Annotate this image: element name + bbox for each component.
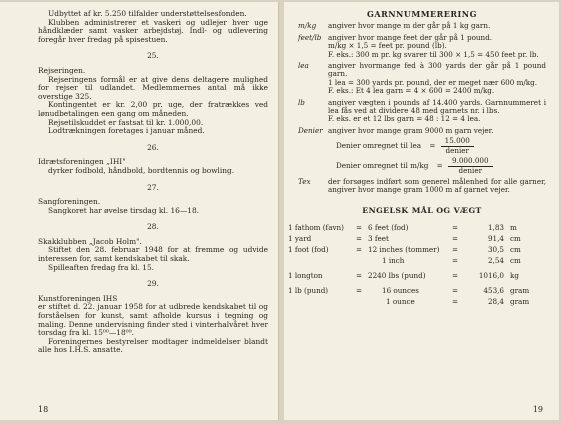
section-heading: Skakklubben „Jacob Holm". xyxy=(38,236,142,246)
fraction-numerator: 15.000 xyxy=(441,137,474,146)
section-heading: Kunstforeningen IHS xyxy=(38,293,118,303)
section-heading: Sangforeningen. xyxy=(38,197,101,207)
measure-row xyxy=(288,223,546,234)
measure-metric: 453,6 xyxy=(483,286,504,296)
definition-term: lb xyxy=(298,97,305,107)
page-number: 19 xyxy=(532,405,543,414)
definition-line: angiver hvor mange feet der går på 1 pound. xyxy=(328,32,493,42)
measure-value: 16 ounces xyxy=(382,286,419,296)
measure-row xyxy=(288,245,546,256)
definition-line: angiver hvormange fed à 300 yards der går på 1 pound garn. xyxy=(328,61,546,79)
measure-row xyxy=(288,297,546,308)
fraction xyxy=(448,157,493,175)
definition-row xyxy=(298,62,546,96)
intro-paragraph: Udbyttet af kr. 5.250 tilfalder understøttelsesfonden. xyxy=(48,9,247,18)
measure-equals: = xyxy=(451,223,459,233)
measure-unit: 1 foot (fod) xyxy=(288,245,329,255)
measure-equals: = xyxy=(451,256,459,266)
measure-equals: = xyxy=(451,245,459,255)
definition-term: feet/lb xyxy=(298,32,322,42)
left-page xyxy=(0,2,279,420)
formula-row xyxy=(336,137,546,155)
definition-term: Tex xyxy=(298,176,311,186)
measure-unit: 1 lb (pund) xyxy=(288,286,329,296)
section-number: 26. xyxy=(147,142,159,152)
measure-metric: 91,4 xyxy=(487,234,504,244)
section-paragraph: Kontingentet er kr. 2,00 pr. uge, der fratrækkes ved lønudbetalingen een gang om måneden. xyxy=(38,100,268,118)
definition-line: F. eks. er et 12 lbs garn = 48 : 12 = 4 lea. xyxy=(328,114,481,124)
formula-label: Denier omregnet til m/kg xyxy=(336,161,429,170)
right-page xyxy=(284,2,559,420)
section-paragraph: Rejsetilskuddet er fastsat til kr. 1.000,00. xyxy=(48,117,204,127)
measure-metric-unit: kg xyxy=(510,271,519,281)
measure-metric-unit: cm xyxy=(510,234,521,244)
measure-equals: = xyxy=(451,271,459,281)
intro-paragraph: Klubben administrerer et vaskeri og udlejer hver uge håndklæder samt vasker arbejdstøj. Indl- og udlevering foregår hver fredag på spisestuen. xyxy=(38,17,268,44)
definition-term: Denier xyxy=(298,125,323,135)
section-heading: Rejseringen. xyxy=(38,65,86,75)
measure-value: 1 inch xyxy=(382,256,405,266)
formula-equals: = xyxy=(429,141,436,151)
section-paragraph: Stiftet den 28. februar 1948 for at fremme og udvide interessen for, samt kendskabet til skak. xyxy=(38,245,268,264)
measure-metric: 2,54 xyxy=(487,256,504,266)
measure-metric-unit: gram xyxy=(510,286,530,296)
section-paragraph: dyrker fodbold, håndbold, bordtennis og bowling. xyxy=(48,165,235,175)
page-title: GARNNUMMERERING xyxy=(367,9,477,19)
section-paragraph: Spilleaften fredag fra kl. 15. xyxy=(48,262,155,272)
measure-unit: 1 fathom (favn) xyxy=(288,223,344,233)
fraction-denominator: denier xyxy=(445,145,469,155)
fraction xyxy=(441,137,474,155)
measure-equals: = xyxy=(355,245,363,255)
measure-equals: = xyxy=(355,223,363,233)
measure-metric-unit: gram xyxy=(510,297,530,307)
definition-term: m/kg xyxy=(298,21,317,31)
measure-value: 1 ounce xyxy=(386,297,415,307)
section-paragraph: er stiftet d. 22. januar 1958 for at udbrede kendskabet til og forståelsen for kunst, samt afholde kursus i tegning og maling. Denne undervisning finder sted i vinterhalvåret hver torsdag fra kl. 15⁰⁰—18⁰⁰. xyxy=(38,302,268,338)
measures-title: ENGELSK MÅL OG VÆGT xyxy=(362,205,482,215)
definition-line: der forsøges indført som generel målenhed for alle garner, angiver hvor mange gram 1000 m af garnet vejer. xyxy=(328,176,546,195)
definition-row xyxy=(298,99,546,124)
definition-row xyxy=(298,178,546,195)
section-paragraph: Foreningernes bestyrelser modtager indmeldelser blandt alle hos I.H.S. ansatte. xyxy=(38,336,268,355)
section-number: 27. xyxy=(147,182,159,192)
section-paragraph: Lodtrækningen foretages i januar måned. xyxy=(48,126,205,136)
formula-row xyxy=(336,157,546,175)
measure-row xyxy=(288,256,546,267)
definition-row xyxy=(298,34,546,59)
formula-label: Denier omregnet til lea xyxy=(336,141,422,151)
left-page-content xyxy=(38,10,268,355)
measure-metric: 1016,0 xyxy=(478,271,504,281)
measure-equals: = xyxy=(451,234,459,244)
measure-row xyxy=(288,286,546,297)
measure-metric-unit: m xyxy=(510,223,517,233)
measures-table xyxy=(288,223,546,308)
definition-line: angiver vægten i pounds af 14.400 yards. Garnnummeret i lea fås ved at dividere 48 med garnets nr. i lbs. xyxy=(328,97,546,116)
definition-term: lea xyxy=(298,61,309,71)
measure-metric: 28,4 xyxy=(487,297,504,307)
measure-value: 12 inches (tommer) xyxy=(368,245,440,255)
measure-unit: 1 yard xyxy=(288,234,312,244)
definition-row xyxy=(298,22,546,30)
measure-metric-unit: cm xyxy=(510,245,521,255)
fraction-numerator: 9.000.000 xyxy=(448,157,493,166)
definition-line: 1 lea = 300 yards pr. pound, der er meget nær 600 m/kg. xyxy=(328,77,538,87)
definition-line: angiver hvor mange gram 9000 m garn vejer. xyxy=(328,125,494,135)
section-paragraph: Rejseringens formål er at give dens deltagere mulighed for rejser til udlandet. Medlemmernes antal må ikke overstige 325. xyxy=(38,74,268,101)
measure-metric-unit: cm xyxy=(510,256,521,266)
measure-equals: = xyxy=(355,234,363,244)
measure-row xyxy=(288,234,546,245)
measure-value: 2240 lbs (pund) xyxy=(368,271,426,281)
page-number: 18 xyxy=(38,405,49,414)
fraction-denominator: denier xyxy=(458,165,483,175)
measure-equals: = xyxy=(355,271,363,281)
measure-value: 6 feet (fod) xyxy=(368,223,409,233)
measure-metric: 1,83 xyxy=(487,223,504,233)
definition-row xyxy=(298,127,546,175)
definition-line: m/kg × 1,5 = feet pr. pound (lb). xyxy=(328,41,447,51)
measure-equals: = xyxy=(451,297,459,307)
section-number: 28. xyxy=(147,222,159,232)
definition-line: F. eks.: Et 4 lea garn = 4 × 600 = 2400 m/kg. xyxy=(328,86,495,96)
definition-line: F. eks.: 300 m pr. kg svarer til 300 × 1,5 = 450 feet pr. lb. xyxy=(328,49,539,59)
measure-equals: = xyxy=(451,286,459,296)
measure-value: 3 feet xyxy=(368,234,389,244)
definition-line: angiver hvor mange m der går på 1 kg garn. xyxy=(328,21,491,31)
measure-metric: 30,5 xyxy=(487,245,504,255)
measure-row xyxy=(288,271,546,282)
measure-equals: = xyxy=(355,286,363,296)
measure-unit: 1 longton xyxy=(288,271,323,281)
section-number: 25. xyxy=(147,51,159,61)
section-paragraph: Sangkoret har øvelse tirsdag kl. 16—18. xyxy=(48,205,200,215)
section-number: 29. xyxy=(147,279,159,289)
formula-equals: = xyxy=(436,161,443,170)
section-heading: Idrætsforeningen „IHI" xyxy=(38,157,126,167)
right-page-content xyxy=(288,9,546,308)
